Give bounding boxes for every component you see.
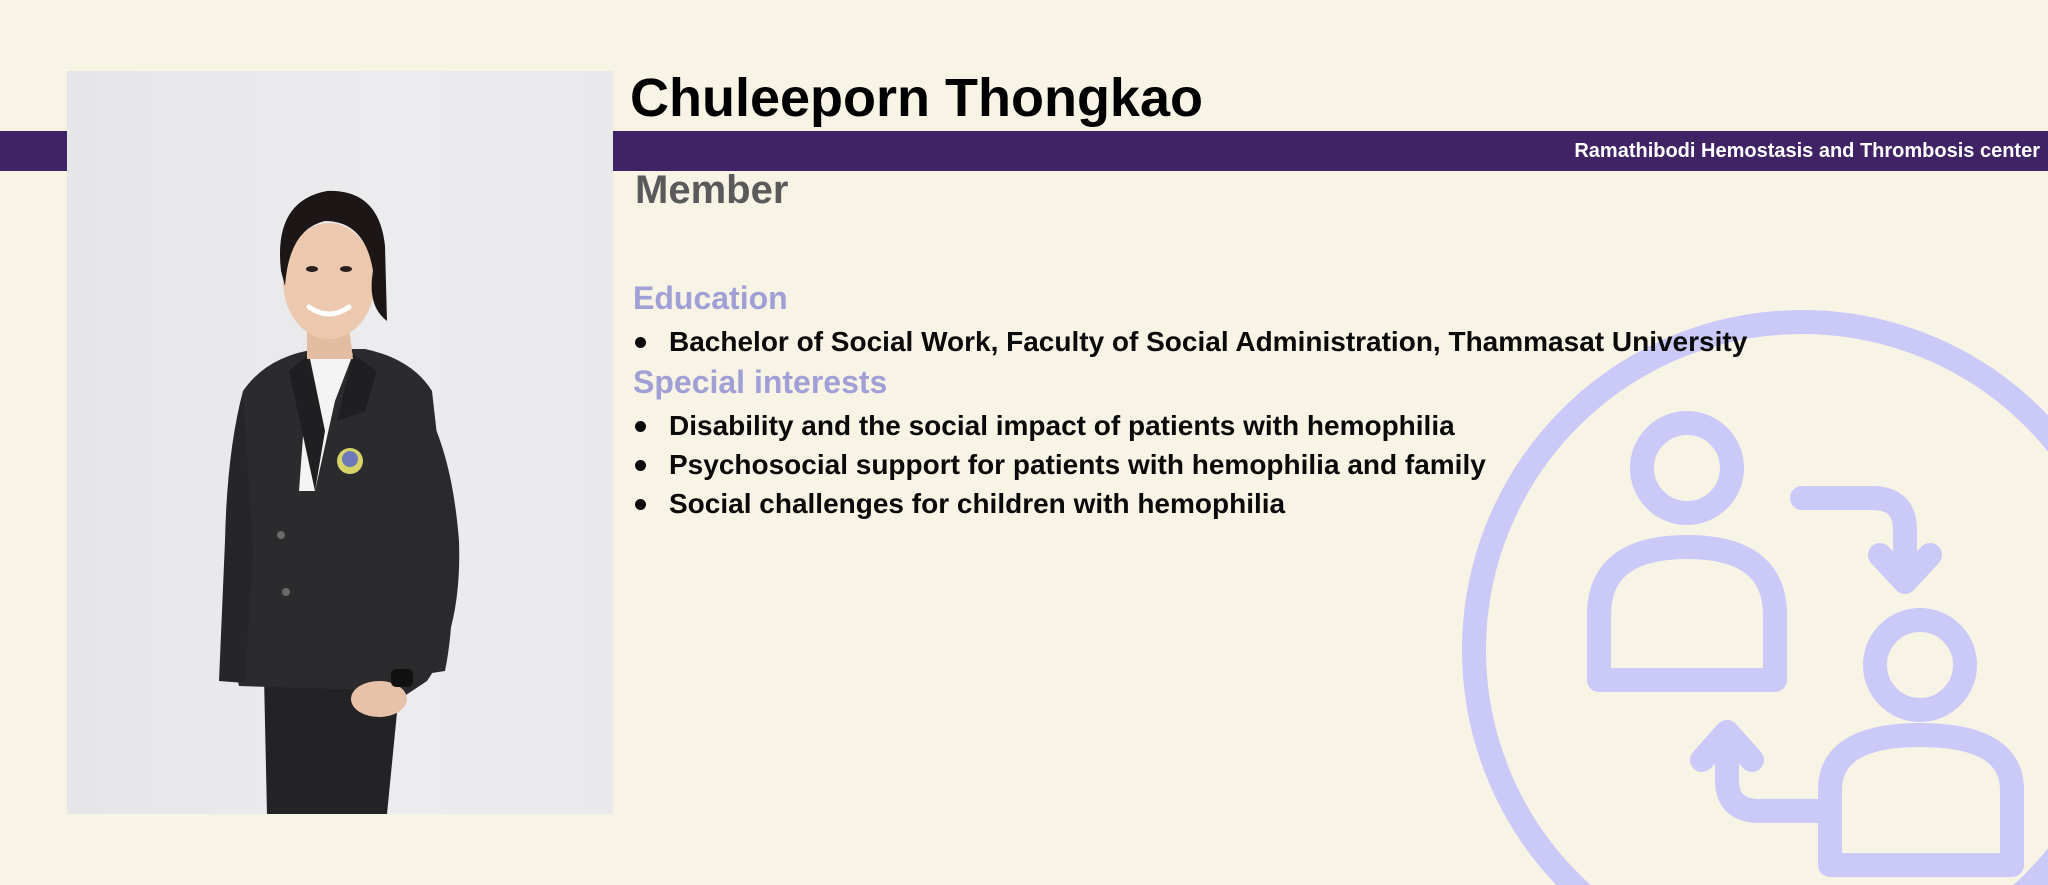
- people-exchange-icon: [1440, 300, 2048, 885]
- portrait-photo: [67, 71, 613, 814]
- person-name: Chuleeporn Thongkao: [630, 68, 1203, 128]
- list-item: Social challenges for children with hemophilia: [633, 484, 1486, 523]
- person-role: Member: [635, 168, 789, 212]
- interests-list: [633, 406, 1486, 523]
- organization-label: Ramathibodi Hemostasis and Thrombosis center: [1574, 140, 2040, 162]
- list-item: Disability and the social impact of patients with hemophilia: [633, 406, 1486, 445]
- list-item: Bachelor of Social Work, Faculty of Social Administration, Thammasat University: [633, 322, 1747, 361]
- interests-heading: Special interests: [633, 364, 888, 400]
- education-list: [633, 322, 1747, 361]
- list-item: Psychosocial support for patients with hemophilia and family: [633, 445, 1486, 484]
- education-heading: Education: [633, 280, 788, 316]
